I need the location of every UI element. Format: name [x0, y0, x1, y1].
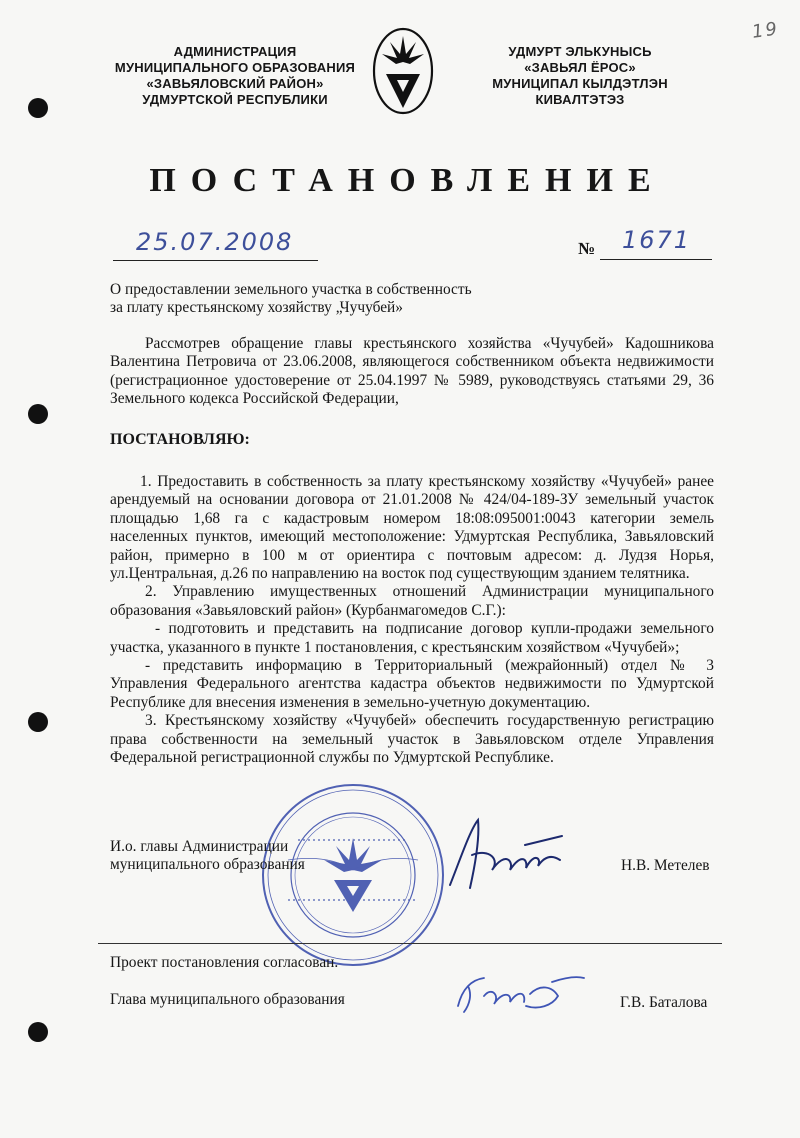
document-title: ПОСТАНОВЛЕНИЕ: [149, 162, 666, 199]
subject: [110, 281, 590, 318]
header-right-line: «ЗАВЬЯЛ ЁРОС»: [524, 60, 636, 75]
body-line: 2. Управлению имущественных отношений Администрации муниципального: [145, 583, 714, 601]
resolve-heading: ПОСТАНОВЛЯЮ:: [110, 431, 250, 448]
header-right: [440, 44, 720, 108]
handwritten-signature: [430, 800, 580, 900]
body-line: образования «Завьяловский район» (Курбанмагомедов С.Г.):: [110, 601, 506, 619]
handwritten-signature: [440, 966, 590, 1021]
body-line: населенных пунктов, имеющий местоположение: Удмуртская Республика, Завьяловский: [110, 528, 714, 546]
body-line: права собственности на земельный участок в Завьяловском отделе Управления: [110, 730, 714, 748]
approval-title: Глава муниципального образования: [110, 991, 345, 1008]
subject-line: за плату крестьянскому хозяйству „Чучубей»: [110, 299, 403, 317]
body-line: Республике для внесения изменения в земельно-учетную документацию.: [110, 693, 591, 711]
official-seal: [258, 780, 448, 970]
body-line: площадью 1,68 га с кадастровым номером 18:08:095001:0043 категории земель: [110, 509, 714, 527]
punch-hole: [28, 98, 48, 118]
body-line: район, примерно в 100 м от ориентира с почтовым адресом: д. Лудзя Норья,: [110, 546, 714, 564]
preamble-line: (регистрационное удостоверение от 25.04.1997 № 5989, руководствуясь статьями 29, 36: [110, 371, 714, 389]
body-line: - подготовить и представить на подписание договор купли-продажи земельного: [155, 620, 714, 638]
date-handwritten: 25.07.2008: [136, 228, 294, 256]
number-label: №: [578, 239, 596, 258]
body-line: арендуемый на основании договора от 21.01.2008 № 424/04-189-ЗУ земельный участок: [110, 491, 714, 509]
body-line: 1. Предоставить в собственность за плату крестьянскому хозяйству «Чучубей» ранее: [140, 473, 714, 490]
separator-line: [98, 943, 722, 944]
number-handwritten: 1671: [622, 226, 692, 254]
preamble: [110, 335, 714, 409]
header-left-line: АДМИНИСТРАЦИЯ: [173, 44, 297, 59]
resolution-body: [110, 473, 714, 768]
emblem-logo: [372, 26, 434, 116]
body-line: Федеральной регистрационной службы по Удмуртской Республике.: [110, 749, 554, 767]
signature1-title-line: И.о. главы Администрации: [110, 838, 289, 855]
header-left-line: УДМУРТСКОЙ РЕСПУБЛИКИ: [142, 92, 328, 107]
preamble-line: Рассмотрев обращение главы крестьянского хозяйства «Чучубей» Кадошникова: [145, 335, 714, 352]
signature1-name: Н.В. Метелев: [621, 857, 710, 874]
header-left: [100, 44, 370, 108]
signature1-title: [110, 838, 305, 875]
body-line: Управления Федерального агентства кадастра объектов недвижимости по Удмуртской: [110, 675, 714, 693]
header-right-line: УДМУРТ ЭЛЬКУНЫСЬ: [508, 44, 652, 59]
punch-hole: [28, 712, 48, 732]
body-line: ул.Центральная, д.26 по направлению на восток под существующим зданием телятника.: [110, 565, 690, 583]
punch-hole: [28, 404, 48, 424]
body-line: 3. Крестьянскому хозяйству «Чучубей» обеспечить государственную регистрацию: [145, 712, 714, 730]
page-mark: 19: [750, 18, 781, 43]
punch-hole: [28, 1022, 48, 1042]
header-left-line: МУНИЦИПАЛЬНОГО ОБРАЗОВАНИЯ: [114, 60, 356, 75]
body-line: - представить информацию в Территориальный (межрайонный) отдел № 3: [145, 657, 714, 675]
preamble-line: Земельного кодекса Российской Федерации,: [110, 390, 399, 408]
header-right-line: МУНИЦИПАЛ КЫЛДЭТЛЭН: [492, 76, 668, 91]
header-right-line: КИВАЛТЭТЭЗ: [535, 92, 625, 107]
approval-name: Г.В. Баталова: [620, 994, 708, 1011]
approval-note: Проект постановления согласован.: [110, 954, 339, 971]
preamble-line: Валентина Петровича от 23.06.2008, являющегося собственником объекта недвижимости: [110, 353, 714, 371]
subject-line: О предоставлении земельного участка в собственность: [110, 281, 472, 298]
signature1-title-line: муниципального образования: [110, 856, 305, 874]
body-line: участка, указанного в пункте 1 постановления, с крестьянским хозяйством «Чучубей»;: [110, 638, 680, 656]
header-left-line: «ЗАВЬЯЛОВСКИЙ РАЙОН»: [146, 76, 324, 91]
